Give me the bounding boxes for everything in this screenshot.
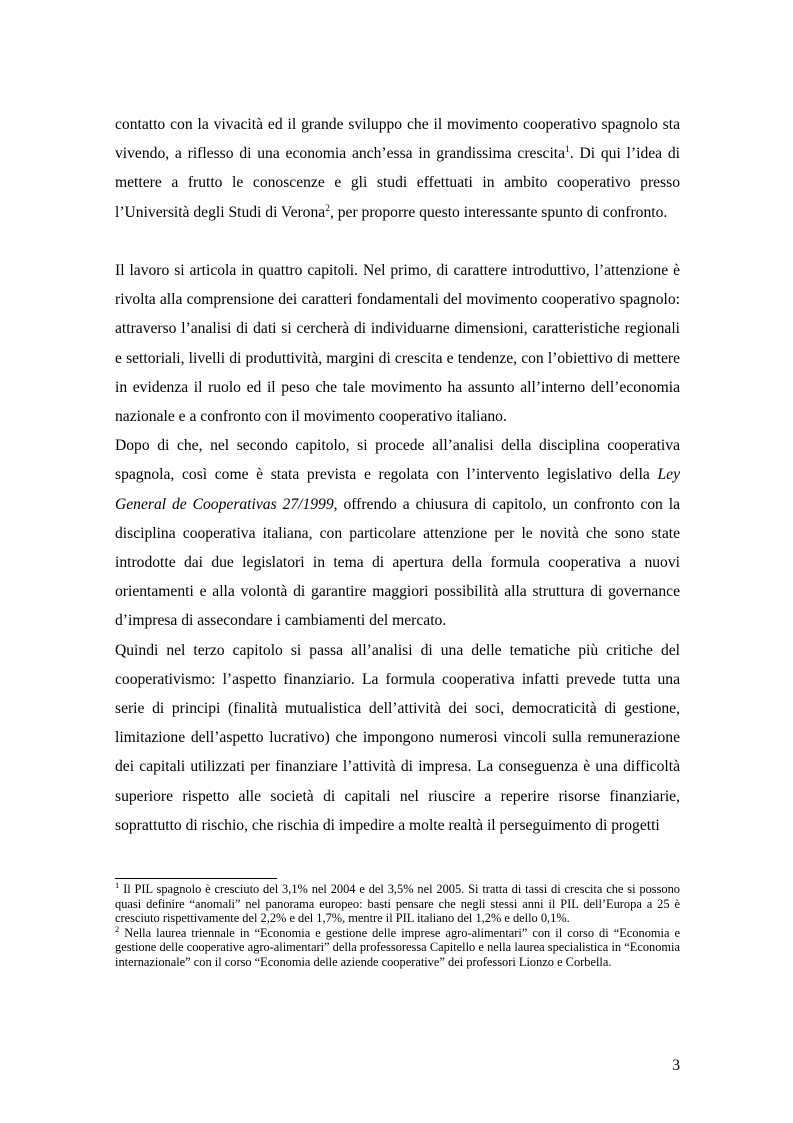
paragraph-3-text-a: Dopo di che, nel secondo capitolo, si procede all’analisi della disciplina cooperativa spagnola, così come è stata prevista e regolata con l’intervento legislativo della <box>115 437 680 484</box>
paragraph-1-text-c: , per proporre questo interessante spunto di confronto. <box>329 203 668 221</box>
footnotes <box>115 882 680 970</box>
paragraph-2: Il lavoro si articola in quattro capitoli. Nel primo, di carattere introduttivo, l’attenzione è rivolta alla comprensione dei caratteri fondamentali del movimento cooperativo spagnolo: attraverso l’analisi di dati si cercherà di individuarne dimensioni, caratteristiche regionali e settoriali, livelli di produttività, margini di crescita e tendenze, con l’obiettivo di mettere in evidenza il ruolo ed il peso che tale movimento ha assunto all’interno dell’economia nazionale e a confronto con il movimento cooperativo italiano. <box>115 262 680 426</box>
page-number: 3 <box>672 1057 680 1074</box>
footnote-ref-1[interactable]: 1 <box>565 145 570 156</box>
footnote-2 <box>115 923 680 970</box>
paragraph-3-text-b: , offrendo a chiusura di capitolo, un confronto con la disciplina cooperativa italiana, con particolare attenzione per le novità che sono state introdotte dai due legislatori in tema di apertura della formula cooperativa a nuovi orientamenti e alla volontà di garantire maggiori possibilità alla struttura di governance d’impresa di assecondare i cambiamenti del mercato. <box>115 495 681 630</box>
paragraph-1-text-b: . Di qui l’idea di mettere a frutto le conoscenze e gli studi effettuati in ambito cooperativo presso l’Università degli Studi di Verona <box>115 145 680 221</box>
body-text <box>115 110 680 840</box>
paragraph-1 <box>115 110 680 227</box>
paragraph-3 <box>115 431 680 635</box>
paragraph-1-text-a: contatto con la vivacità ed il grande sviluppo che il movimento cooperativo spagnolo sta vivendo, a riflesso di una economia anch’essa in grandissima crescita <box>115 116 680 163</box>
footnote-divider <box>115 878 277 879</box>
paragraph-4: Quindi nel terzo capitolo si passa all’analisi di una delle tematiche più critiche del cooperativismo: l’aspetto finanziario. La formula cooperativa infatti prevede tutta una serie di principi (finalità mutualistica dell’attività dei soci, democraticità di gestione, limitazione dell’aspetto lucrativo) che impongono numerosi vincoli sulla remunerazione dei capitali utilizzati per finanziare l’attività di impresa. La conseguenza è una difficoltà superiore rispetto alle società di capitali nel riuscire a reperire risorse finanziarie, soprattutto di rischio, che rischia di impedire a molte realtà il perseguimento di progetti <box>115 641 680 834</box>
footnote-1-text: Il PIL spagnolo è cresciuto del 3,1% nel 2004 e del 3,5% nel 2005. Si tratta di tassi di crescita che si possono quasi definire “anomali” nel panorama europeo: basti pensare che negli stessi anni il PIL dell’Europa a 25 è cresciuto rispettivamente del 2,2% e del 1,7%, mentre il PIL italiano del 1,2% e dello 0,1%. <box>115 882 680 926</box>
law-title: Ley General de Cooperativas 27/1999 <box>115 466 680 513</box>
footnote-1-number: 1 <box>115 880 120 890</box>
paragraph-gap <box>115 227 680 256</box>
footnote-2-number: 2 <box>115 923 120 934</box>
footnote-1 <box>115 882 680 926</box>
footnote-ref-2[interactable]: 2 <box>325 203 330 214</box>
footnote-2-text: Nella laurea triennale in “Economia e gestione delle imprese agro-alimentari” con il corso di “Economia e gestione delle cooperative agro-alimentari” della professoressa Capitello e nella laurea specialistica in “Economia internazionale” con il corso “Economia delle aziende cooperative” dei professori Lionzo e Corbella. <box>115 925 680 969</box>
